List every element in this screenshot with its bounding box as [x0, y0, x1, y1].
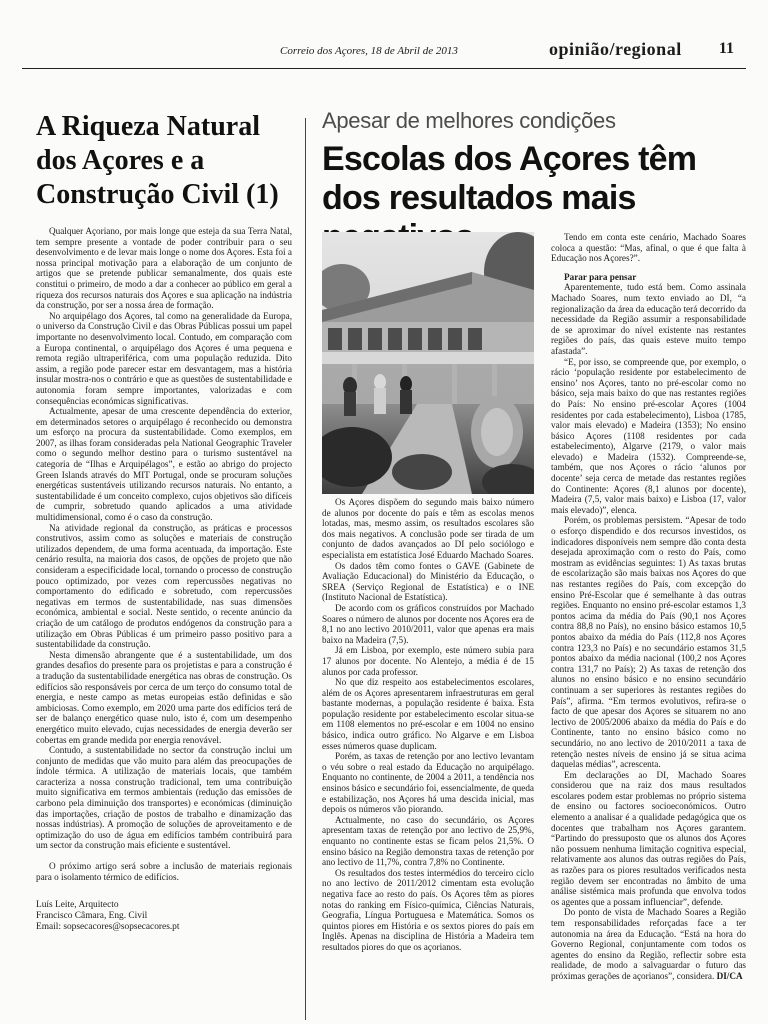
left-article-header — [36, 110, 292, 212]
paragraph: Nesta dimensão abrangente que é a sustentabilidade, um dos grandes desafios do presente para os projetistas e para a construção é a tradução da sustentabilidade energética nas obras de construção. Os edifícios são responsáveis por cerca de um terço do consumo total de energia, e neste campo as metas europeias estão definidas e são ambiciosas. Como exemplo, em 2020 uma parte dos edifícios terá de ser de balanço energético quase nulo, isto é, com um desempenho energético muito elevado, cujas necessidades de energia deverão ser cobertas em grande medida por energia renovável. — [36, 649, 292, 745]
article-signoff: DI/CA — [716, 970, 743, 981]
paragraph — [551, 907, 746, 981]
author-email: Email: sopsecacores@sopsecacores.pt — [36, 922, 180, 933]
page-number: 11 — [718, 40, 734, 57]
paragraph: No arquipélago dos Açores, tal como na generalidade da Europa, o universo da Construção Civil e das Obras Públicas possui um papel importante no desenvolvimento local. Contudo, em comparação com a Europa continental, o arquipélago dos Açores é uma pequena e remota região ultraperiférica, com uma população reduzida. Dito assim, a região pode parecer estar em desvantagem, mas a história insular mostra-nos o contrário e que as questões de sustentabilidade e autonomia foram sempre importantes, valorizadas e com consequências económicas significativas. — [36, 310, 292, 406]
article-headline: Escolas dos Açores têm dos resultados mais — [322, 140, 697, 217]
author-line: Francisco Câmara, Eng. Civil — [36, 911, 148, 922]
page-header — [22, 38, 746, 69]
masthead-date: Correio dos Açores, 18 de Abril de 2013 — [280, 45, 458, 57]
paragraph: Porém, os problemas persistem. “Apesar de todo o esforço dispendido e dos recursos investidos, os indicadores disponíveis nem sempre dão conta desta desejada aproximação com o resto do País, como mostram as evidências seguintes: 1) As taxas brutas de escolarização são mais baixas nos Açores do que nas restantes regiões do País, com excepção do ensino Pré-Escolar que é semelhante à das outras regiões. Enquanto no ensino pré-escolar estamos 1,3 pontos acima da média do País (90,1 nos Açores contra 88,8 no País), no ensino básico estamos 10,5 pontos abaixo da média do País (112,8 nos Açores contra 123,3 no País) e no secundário estamos 31,5 pontos abaixo da média nacional (100,2 nos Açores contra 131,7 no País); 2) As taxas de retenção dos alunos no ensino básico e no ensino secundário continuam a ser superiores às restantes regiões do País”, afirma. “Em termos evolutivos, refira-se o facto de que apesar dos Açores se situarem no ano lectivo de 2005/2006 abaixo da média do País e do Continente, tanto no ensino básico como no secundário, no ano lectivo de 2010/2011 a taxa de retenção nestes níveis de ensino já se situa acima daquelas médias”, acrescenta. — [551, 515, 746, 770]
paragraph: Em declarações ao DI, Machado Soares considerou que na raiz dos maus resultados escolares podem estar problemas no próprio sistema de ensino ou factores socioeconómicos. Outro elemento a analisar é a qualidade pedagógica que os docentes que trabalham nos Açores garantem. “Partindo do pressuposto que os alunos dos Açores não possuem nenhuma limitação cognitiva especial, relativamente aos alunos das outras regiões do País, as razões para os piores resultados verificados nesta região devem ser encontradas no âmbito de uma análise sistémica mais profunda que envolva todos os agentes que a possam influenciar”, defende. — [551, 769, 746, 907]
left-article-body — [36, 226, 292, 933]
paragraph: No que diz respeito aos estabelecimentos escolares, além de os Açores apresentarem infraestruturas em geral bastante modernas, a população residente é baixa. Esta população residente por estabelecimento escolar situa-se em 1108 elementos no pré-escolar e em 1004 no ensino básico, indica outro gráfico. No Algarve e em Lisboa esses números quase duplicam. — [322, 677, 534, 751]
main-article-column-2 — [551, 232, 746, 982]
paragraph: Qualquer Açoriano, por mais longe que esteja da sua Terra Natal, tem sempre presente a vontade de poder contribuir para o seu desenvolvimento e de levar mais longe o nome dos Açores. Esta foi a nossa principal motivação para a elaboração de um conjunto de artigos que se pretende publicar semanalmente, dos quais este constitui o primeiro, de modo a dar a conhecer ao público em geral a riqueza dos recursos naturais dos Açores e sua aplicação na indústria da construção, por ser a nossa área de formação. — [36, 226, 292, 311]
paragraph: Os resultados dos testes intermédios do terceiro ciclo no ano lectivo de 2011/2012 cimentam esta evolução negativa face ao resto do país. Os Açores têm as piores notas do ranking em Físico-química, Ciências Naturais, Geografia, Língua Portuguesa e Matemática. Somos os quintos piores em História e os sextos piores do país em Inglês. Apenas na disciplina de História a Madeira tem resultados piores do que os açorianos. — [322, 867, 534, 952]
paragraph: Na atividade regional da construção, as práticas e processos construtivos, assim como as soluções e materiais de construção utilizados dependem, de uma forma acentuada, da importação. Este cenário resulta, na maioria dos casos, de opções de projeto que não consideram a especificidade local, tornando o processo de construção pouco optimizado, por vezes com repercussões negativas no comportamento do edificado e sobretudo, com repercussões negativas em termos de sustentabilidade, nas suas dimensões económica, ambiental e social. Neste sentido, o recente anúncio da criação de um catálogo de produtos endógenos da construção para a utilização em Obras Públicas é um primeiro passo positivo para a sustentabilidade da construção. — [36, 522, 292, 650]
section-name: opinião/regional — [549, 39, 682, 59]
paragraph: Contudo, a sustentabilidade no sector da construção inclui um conjunto de medidas que vão muito para além das preocupações de índole térmica. A utilização de materiais locais, que também caracteriza a nossa construção tradicional, tem uma contribuição muito significativa em termos ambientais (redução das emissões de carbono pela diminuição dos transportes) e económicas (diminuição das importações, criação de postos de trabalho e dinamização das nossas indústrias). A promoção de soluções de aproveitamento e de optimização do uso de água em edifícios também contribuirá para um sector da construção mais eficiente e sustentável. — [36, 745, 292, 851]
paragraph: O próximo artigo será sobre a inclusão de materiais regionais para o isolamento térmico de edifícios. — [36, 861, 292, 882]
paragraph: De acordo com os gráficos construídos por Machado Soares o número de alunos por docente nos Açores era de 8,1 no ano lectivo 2010/2011, valor que apenas era mais baixo na Madeira (7,5). — [322, 602, 534, 645]
paragraph: Porém, as taxas de retenção por ano lectivo levantam o véu sobre o real estado da Educação no arquipélago. Enquanto no continente, de 2004 a 2011, a tendência nos ensinos básico e secundário foi, essencialmente, de queda e estabilização, nos Açores há uma descida inicial, mas depois os números vão piorando. — [322, 751, 535, 815]
paragraph: Actualmente, no caso do secundário, os Açores apresentam taxas de retenção por ano lectivo de 25,9%, enquanto no continente estas se ficam pelos 21,5%. O ensino básico na Região demonstra taxas de retenção por ano lectivo de 11,7%, contra 7,8% no Continente. — [322, 814, 534, 868]
left-article-title: A Riqueza Natural dos Açores e a Construção Civil (1) — [36, 111, 279, 210]
paragraph: Actualmente, apesar de uma crescente dependência do exterior, em determinados setores o arquipélago é reconhecido ou demonstra um esforço na procura da sustentabilidade. Como exemplos, em 2007, as ilhas foram consideradas pela National Geographic Traveler como o segundo melhor destino para o turismo sustentável na categoria de “Ilhas e Arquipélagos”, e estão ao abrigo do projecto Green Islands através do MIT Portugal, onde se procuram soluções energéticas sustentáveis utilizando recursos naturais. No entanto, a sustentabilidade é um conceito complexo, cujos objetivos são difíceis de cumprir, sobretudo quando aplicados a uma atividade multidimensional, como é o caso da construção. — [36, 406, 292, 523]
school-photo-drawing — [322, 232, 534, 494]
paragraph: Tendo em conta este cenário, Machado Soares coloca a questão: “Mas, afinal, o que é que falta à Educação nos Açores?”. — [551, 232, 746, 264]
school-photo — [322, 232, 534, 494]
column-divider — [305, 118, 306, 1020]
paragraph: “E, por isso, se compreende que, por exemplo, o rácio ‘população residente por estabelecimento de ensino’ nos Açores, tanto no pré-escolar como no básico, seja mais baixo do que nas restantes regiões do País: No ensino pré-escolar Açores (1004 residentes por cada estabelecimento), Lisboa (1785, valor mais elevado) e Madeira (1353); No ensino básico Açores (1108 residentes por cada estabelecimento), Algarve (2179, o valor mais elevado) e Madeira (1532). Compreende-se, também, que nos Açores o rácio ‘alunos por docente’ seja cerca de metade das restantes regiões do Continente: Açores (8,1 alunos por docente), Madeira (7,5, valor mais baixo) e Lisboa (17, valor mais elevado)”, elenca. — [551, 356, 746, 515]
author-signature — [36, 900, 292, 933]
paragraph: Já em Lisboa, por exemplo, este número subia para 17 alunos por docente. No Alentejo, a média é de 15 alunos por cada professor. — [322, 645, 534, 677]
paragraph: Aparentemente, tudo está bem. Como assinala Machado Soares, num texto enviado ao DI, “a regionalização da área da educação terá decorrido da necessidade da Região assumir a responsabilidade de se aproximar do nível existente nas restantes regiões do país, das quais esteve muito tempo afastada”. — [551, 282, 746, 356]
paragraph: Os Açores dispõem do segundo mais baixo número de alunos por docente do país e têm as escolas menos lotadas, mas, mesmo assim, os resultados escolares são dos mais negativos. A conclusão pode ser tirada de um conjunto de dados avançados ao DI pelo sociólogo e especialista em estatística José Eduardo Machado Soares. — [322, 497, 534, 560]
author-line: Luís Leite, Arquitecto — [36, 900, 119, 911]
paragraph: Os dados têm como fontes o GAVE (Gabinete de Avaliação Educacional) do Ministério da Educação, o SREA (Serviço Regional de Estatística) e o INE (Instituto Nacional de Estatística). — [322, 560, 534, 603]
subheading: Parar para pensar — [564, 271, 637, 282]
article-kicker: Apesar de melhores condições — [322, 108, 616, 133]
main-article-column-1 — [322, 497, 534, 953]
paragraph-text: Do ponto de vista de Machado Soares a Região tem responsabilidades reforçadas face a ter autonomia na área da Educação. “Está na hora do Governo Regional, conjuntamente com todos os agentes do ensino da Região, reflectir sobre esta realidade, de modo a salvaguardar o futuro das próximas gerações de açorianos”, considera. — [551, 907, 746, 981]
